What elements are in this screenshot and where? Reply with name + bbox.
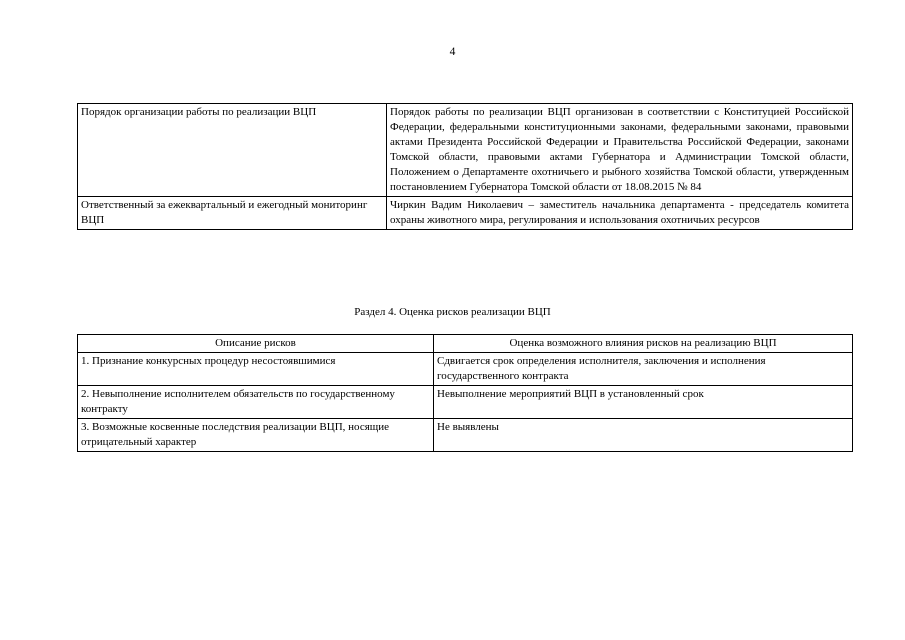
table-cell-risk: 2. Невыполнение исполнителем обязательств по государственному контракту [78, 386, 434, 419]
risk-assessment-table [77, 334, 853, 452]
table-row [78, 419, 853, 452]
column-header-risk-impact: Оценка возможного влияния рисков на реализацию ВЦП [434, 335, 853, 353]
table-cell-risk: 3. Возможные косвенные последствия реализации ВЦП, носящие отрицательный характер [78, 419, 434, 452]
table-cell-label: Порядок организации работы по реализации ВЦП [78, 104, 387, 197]
program-info-table [77, 103, 853, 230]
section-title: Раздел 4. Оценка рисков реализации ВЦП [354, 306, 551, 318]
table-cell-impact: Сдвигается срок определения исполнителя, заключения и исполнения государственного контракта [434, 353, 853, 386]
page-number: 4 [449, 46, 456, 58]
table-row [78, 353, 853, 386]
column-header-risk-description: Описание рисков [78, 335, 434, 353]
table-row [78, 104, 853, 197]
table-cell-risk: 1. Признание конкурсных процедур несостоявшимися [78, 353, 434, 386]
table-header-row [78, 335, 853, 353]
table-cell-value: Чиркин Вадим Николаевич – заместитель начальника департамента - председатель комитета охраны животного мира, регулирования и использования охотничьих ресурсов [387, 197, 853, 230]
table-cell-value: Порядок работы по реализации ВЦП организован в соответствии с Конституцией Российской Федерации, федеральными конституционными законами, федеральными законами, правовыми актами Президента Российской Федерации и Правительства Российской Федерации, законами Томской области, правовыми актами Губернатора и Администрации Томской области, Положением о Департаменте охотничьего и рыбного хозяйства Томской области, утвержденным постановлением Губернатора Томской области от 18.08.2015 № 84 [387, 104, 853, 197]
table-cell-impact: Не выявлены [434, 419, 853, 452]
table-row [78, 386, 853, 419]
table-row [78, 197, 853, 230]
table-cell-label: Ответственный за ежеквартальный и ежегодный мониторинг ВЦП [78, 197, 387, 230]
table-cell-impact: Невыполнение мероприятий ВЦП в установленный срок [434, 386, 853, 419]
